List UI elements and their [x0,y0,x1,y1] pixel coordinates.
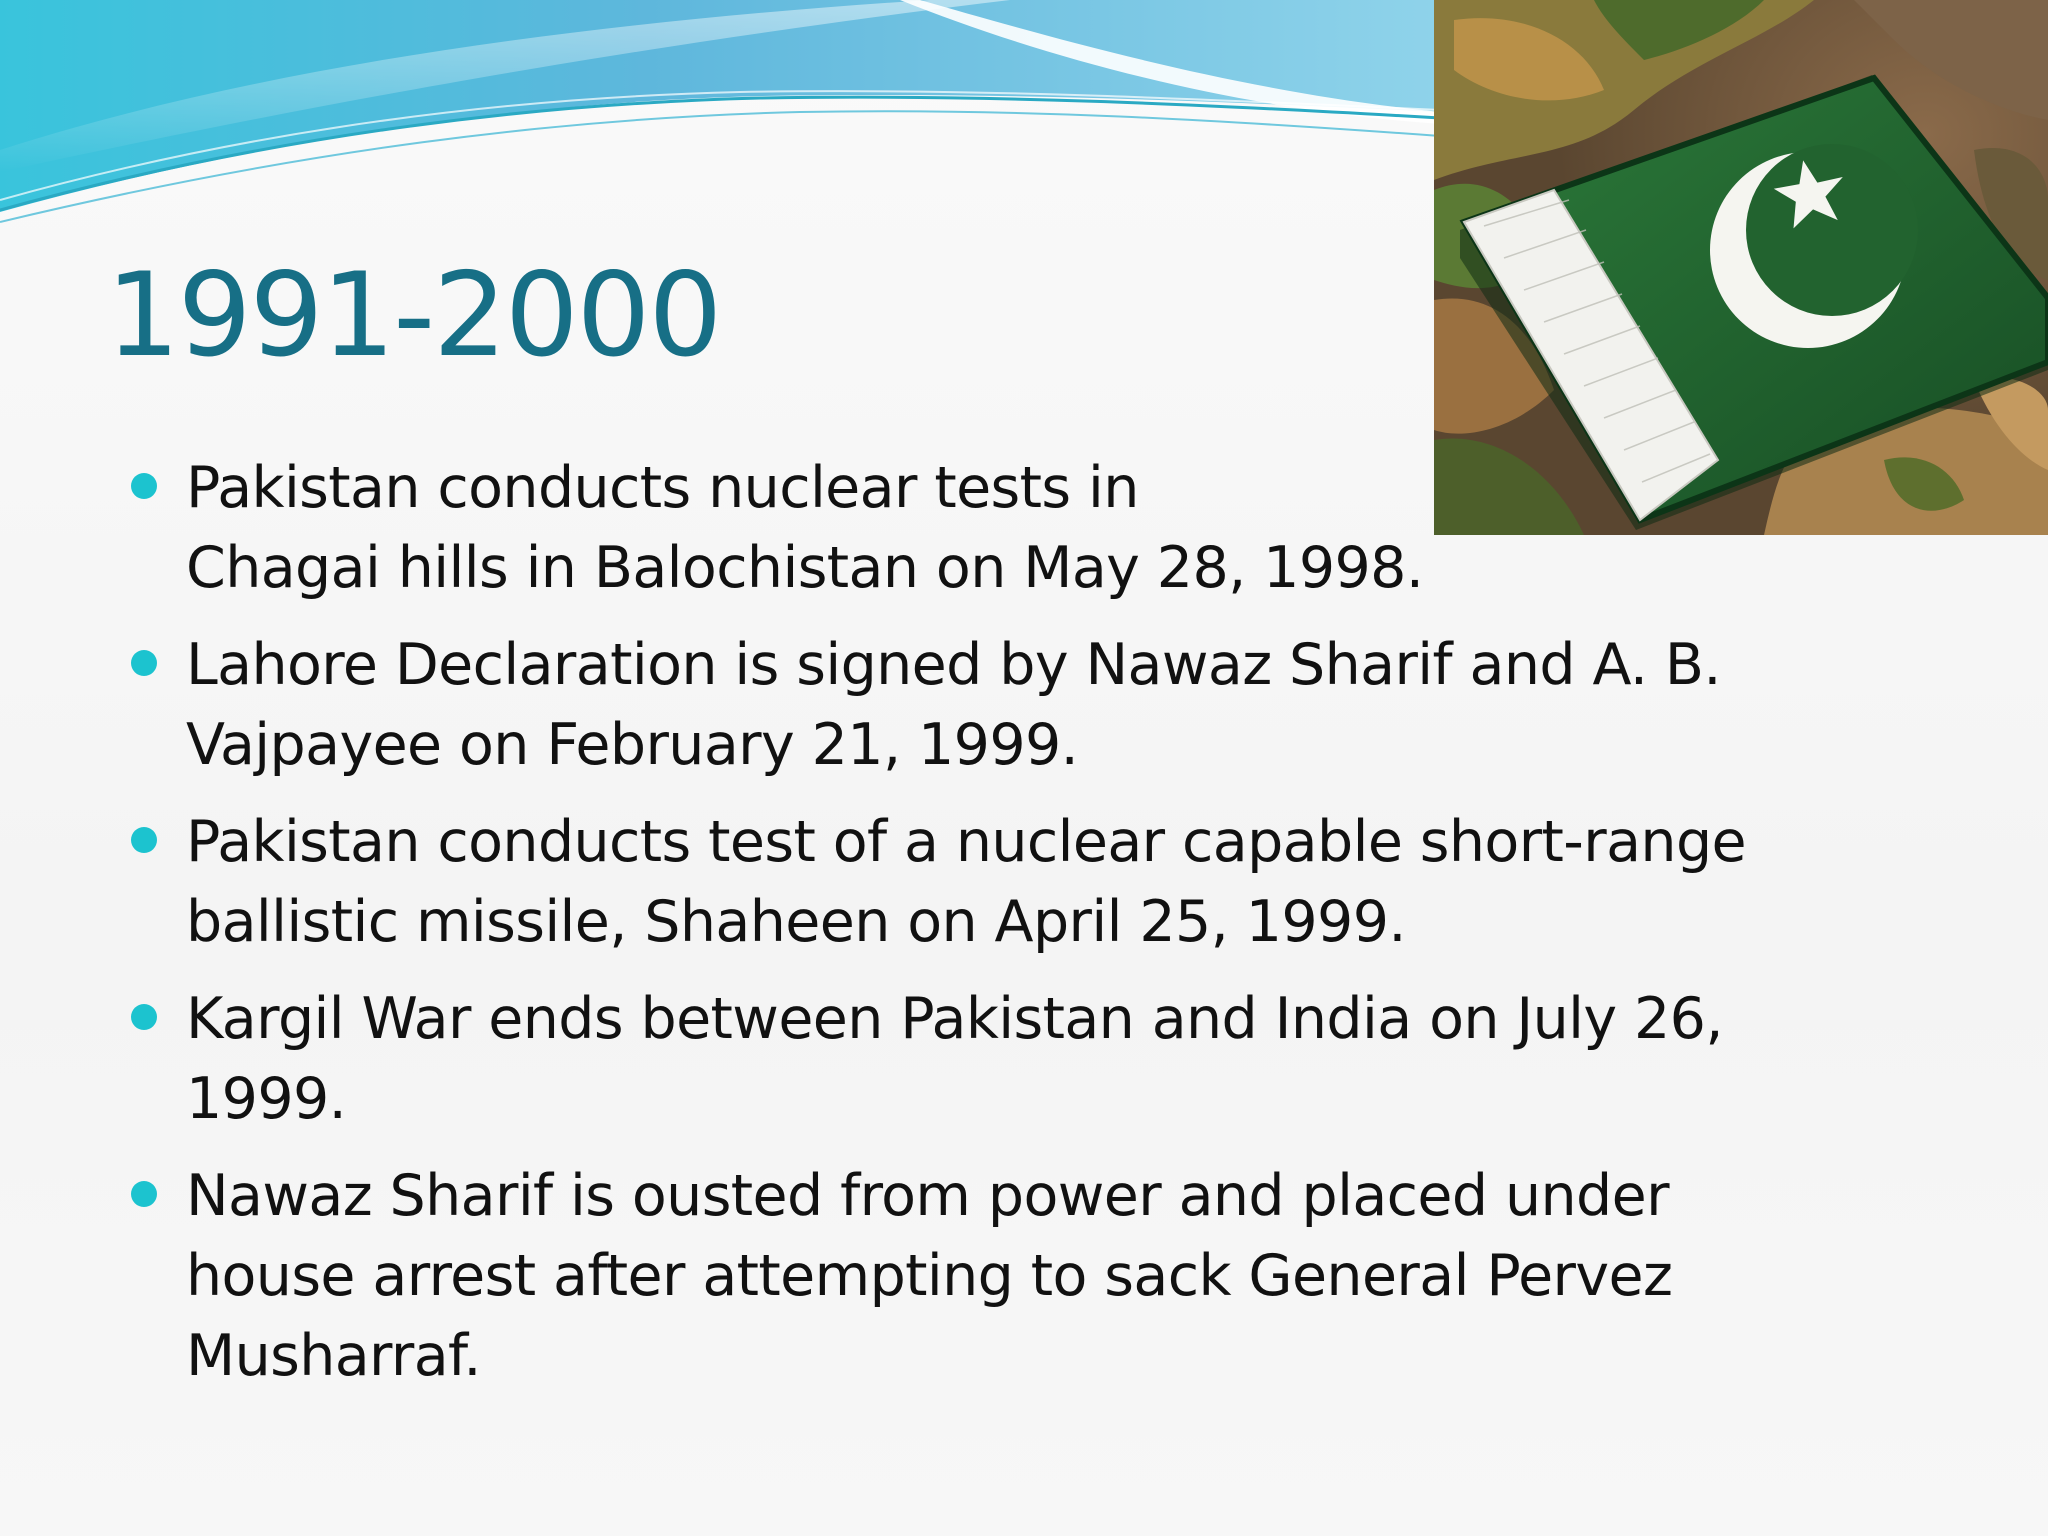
bullet-text-line: Kargil War ends between Pakistan and India on July 26, [186,986,1723,1052]
bullet-text-line: 1999. [186,1066,347,1132]
bullet-text-line: Chagai hills in Balochistan on May 28, 1998. [186,535,1424,601]
bullet-text-line: ballistic missile, Shaheen on April 25, 1999. [186,889,1406,955]
bullet-text-line: Vajpayee on February 21, 1999. [186,712,1079,778]
bullet-icon [131,650,157,676]
bullet-text-line: Lahore Declaration is signed by Nawaz Sharif and A. B. [186,632,1721,698]
bullet-item [0,625,1880,785]
header-wave-decoration [0,0,1440,240]
bullet-item [0,448,1880,608]
bullet-icon [131,1181,157,1207]
bullet-text-line: Musharraf. [186,1323,481,1389]
bullet-text-line: Nawaz Sharif is ousted from power and placed under [186,1163,1669,1229]
bullet-list [0,448,1880,1413]
slide-title: 1991-2000 [106,248,721,383]
bullet-item [0,979,1880,1139]
bullet-item [0,1156,1880,1396]
bullet-text-line: Pakistan conducts test of a nuclear capable short-range [186,809,1746,875]
bullet-icon [131,827,157,853]
bullet-icon [131,1004,157,1030]
bullet-text-line: Pakistan conducts nuclear tests in [186,455,1139,521]
bullet-icon [131,473,157,499]
bullet-item [0,802,1880,962]
bullet-text-line: house arrest after attempting to sack General Pervez [186,1243,1673,1309]
